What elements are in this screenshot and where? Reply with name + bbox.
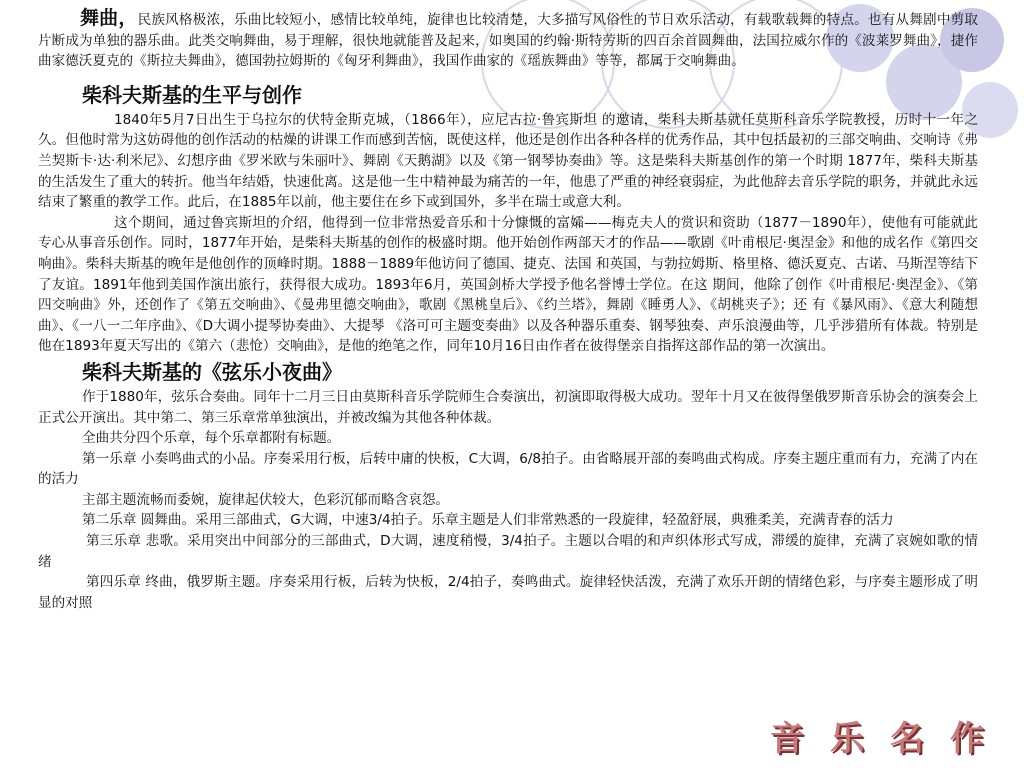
serenade-paragraph-2: 全曲共分四个乐章，每个乐章都附有标题。 bbox=[82, 430, 341, 447]
intro-text: 民族风格极浓，乐曲比较短小，感情比较单纯，旋律也比较清楚，大多描写风俗性的节日欢乐活动，有载歌载舞的特点。也有从舞剧中剪取片断成为单独的器乐曲。此类交响舞曲，易于理解，很快地就能普及起来，如奥国的约翰·斯特劳斯的四百余首圆舞曲，法国拉威尔作的《波莱罗舞曲》，捷作曲家德沃夏克的《斯拉夫舞曲》，德国勃拉姆斯的《匈牙利舞曲》，我国作曲家的《瑶族舞曲》等等，都属于交响舞曲。 bbox=[38, 12, 978, 70]
biography-paragraph-1: 1840年5月7日出生于乌拉尔的伏特金斯克城，（1866年），应尼古拉·鲁宾斯坦 的邀请，柴科夫斯基就任莫斯科音乐学院教授，历时十一年之久。但他时常为这妨碍他的创作活动的枯燥的讲课工作而感到苦恼，既使这样，他还是创作出各种各样的优秀作品，其中包括最初的三部交响曲、交响诗《弗兰契斯卡·达·利米尼》、幻想序曲《罗米欧与朱丽叶》、舞剧《天鹅湖》以及《第一钢琴协奏曲》等。这是柴科夫斯基创作的第一个时期 1877年，柴科夫斯基的生活发生了重大的转折。他当年结婚，快速仳离。这是他一生中精神最为痛苦的一年，他患了严重的神经衰弱症，为此他辞去音乐学院的职务，并就此永远结束了繁重的教学工作。此后，在1885年以前，他主要住在乡下或到国外，多半在瑞士或意大利。 bbox=[38, 111, 978, 211]
movement-1-theme: 主部主题流畅而委婉，旋律起伏较大，色彩沉郁而略含哀怨。 bbox=[82, 491, 450, 508]
movement-4-paragraph: 第四乐章 终曲，俄罗斯主题。序奏采用行板，后转为快板，2/4拍子，奏鸣曲式。旋律轻快活泼，充满了欢乐开朗的情绪色彩，与序奏主题形成了明显的对照 bbox=[38, 574, 978, 611]
intro-paragraph bbox=[38, 8, 978, 72]
biography-paragraph-2: 这个期间，通过鲁宾斯坦的介绍，他得到一位非常热爱音乐和十分慷慨的富孀——梅克夫人的赏识和资助（1877－1890年），使他有可能就此专心从事音乐创作。同时，1877年开始，是柴科夫斯基的创作的极盛时期。他开始创作两部天才的作品——歌剧《叶甫根尼·奥涅金》和他的成名作《第四交响曲》。柴科夫斯基的晚年是他创作的顶峰时期。1888－1889年他访问了德国、捷克、法国 和英国，与勃拉姆斯、格里格、德沃夏克、古诺、马斯涅等结下了友谊。1891年他到美国作演出旅行，获得很大成功。1893年6月，英国剑桥大学授予他名誉博士学位。在这 期间，他除了创作《叶甫根尼·奥涅金》、《第四交响曲》外，还创作了《第五交响曲》、《曼弗里德交响曲》，歌剧《黑桃皇后》、《约兰塔》，舞剧《睡勇人》、《胡桃夹子》；还 有《暴风雨》、《意大利随想曲》、《一八一二年序曲》、《D大调小提琴协奏曲》、大提琴 《洛可可主题变奏曲》以及各种器乐重奏、钢琴独奏、声乐浪漫曲等，几乎涉猎所有体裁。特别是他在1893年夏天写出的《第六（悲怆）交响曲》，是他的绝笔之作，同年10月16日由作者在彼得堡亲自指挥这部作品的第一次演出。 bbox=[38, 214, 978, 355]
watermark-title: 音乐名作 bbox=[770, 719, 1010, 759]
serenade-paragraph-1: 作于1880年，弦乐合奏曲。同年十二月三日由莫斯科音乐学院师生合奏演出，初演即取得极大成功。翌年十月又在彼得堡俄罗斯音乐协会的演奏会上正式公开演出。其中第二、第三乐章常单独演出，并被改编为其他各种体裁。 bbox=[38, 388, 978, 426]
movement-1-paragraph: 第一乐章 小奏鸣曲式的小品。序奏采用行板，后转中庸的快板，C大调，6/8拍子。由省略展开部的奏鸣曲式构成。序奏主题庄重而有力，充满了内在的活力 bbox=[38, 450, 978, 488]
section-heading-biography: 柴科夫斯基的生平与创作 bbox=[82, 82, 302, 107]
movement-3-paragraph: 第三乐章 悲歌。采用突出中间部分的三部曲式，D大调，速度稍慢，3/4拍子。主题以合唱的和声织体形式写成，滞缓的旋律，充满了哀婉如歌的情绪 bbox=[38, 533, 978, 570]
intro-lead: 舞曲， bbox=[80, 7, 138, 29]
movement-2-paragraph: 第二乐章 圆舞曲。采用三部曲式，G大调，中速3/4拍子。乐章主题是人们非常熟悉的一段旋律，轻盈舒展，典雅柔美，充满青春的活力 bbox=[82, 512, 894, 529]
section-heading-serenade: 柴科夫斯基的《弦乐小夜曲》 bbox=[82, 359, 342, 384]
document-body bbox=[38, 8, 978, 613]
